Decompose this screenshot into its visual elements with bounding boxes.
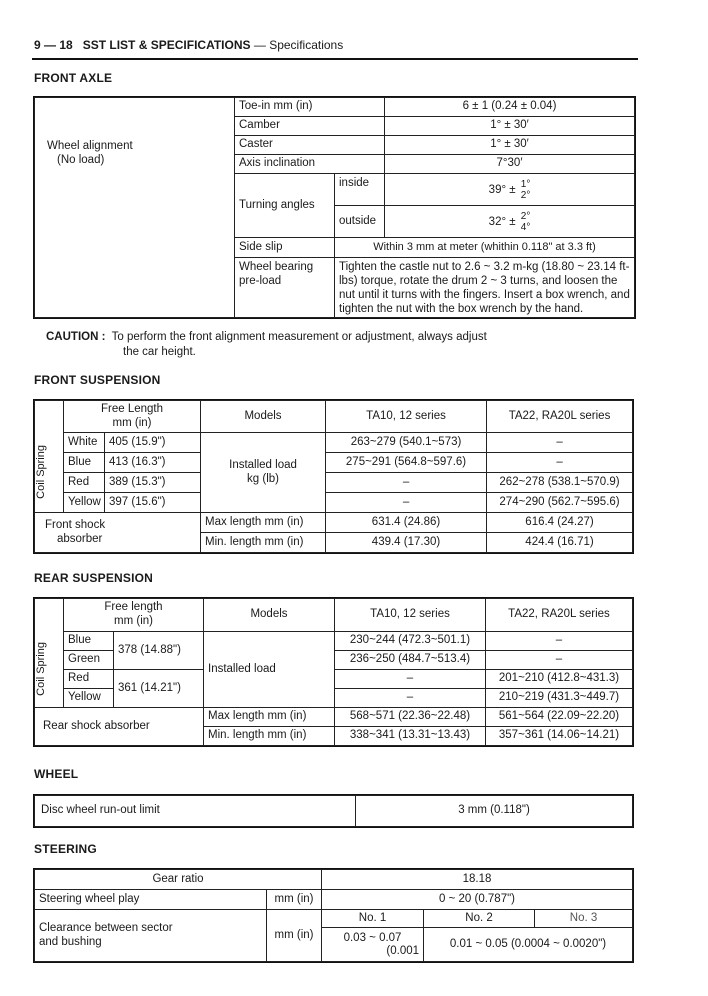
outside-value-cell bbox=[385, 206, 635, 238]
models-header: Models bbox=[204, 599, 335, 632]
toe-in-value: 6 ± 1 (0.24 ± 0.04) bbox=[385, 98, 635, 117]
spring-length: 413 (16.3") bbox=[105, 453, 201, 473]
page-number: 9 — 18 bbox=[34, 38, 73, 52]
max-length-b: 561~564 (22.09~22.20) bbox=[486, 708, 633, 727]
axis-inclination-value: 7°30′ bbox=[385, 155, 635, 174]
outside-value: 32° ± bbox=[488, 215, 516, 228]
page-title: SST LIST & SPECIFICATIONS bbox=[82, 38, 251, 52]
side-slip-label: Side slip bbox=[235, 238, 335, 258]
front-axle-heading: FRONT AXLE bbox=[34, 71, 113, 85]
rear-shock-label: Rear shock absorber bbox=[35, 708, 204, 746]
bearing-preload-label: Wheel bearing pre-load bbox=[235, 258, 335, 318]
free-length-header bbox=[64, 599, 204, 632]
steering-table bbox=[34, 869, 633, 962]
load-b: – bbox=[487, 433, 633, 453]
min-length-label: Min. length mm (in) bbox=[204, 727, 335, 746]
rear-suspension-table bbox=[34, 598, 633, 746]
wheel-alignment-cell bbox=[35, 98, 235, 318]
no1-value-2: (0.001 bbox=[386, 944, 420, 957]
model-a-header: TA10, 12 series bbox=[335, 599, 486, 632]
min-length-b: 357~361 (14.06~14.21) bbox=[486, 727, 633, 746]
wheel-play-label: Steering wheel play bbox=[35, 890, 267, 910]
load-a: – bbox=[335, 670, 486, 689]
load-a: – bbox=[335, 689, 486, 708]
free-length-unit: mm (in) bbox=[114, 615, 153, 627]
load-a: 236~250 (484.7~513.4) bbox=[335, 651, 486, 670]
load-b: – bbox=[487, 453, 633, 473]
free-length-label: Free length bbox=[104, 601, 163, 614]
model-a-header: TA10, 12 series bbox=[326, 401, 487, 433]
inside-value-cell bbox=[385, 174, 635, 206]
load-b: – bbox=[486, 632, 633, 651]
coil-spring-label: Coil Spring bbox=[35, 445, 47, 500]
min-length-a: 338~341 (13.31~13.43) bbox=[335, 727, 486, 746]
coil-spring-cell bbox=[35, 433, 64, 513]
front-shock-cell bbox=[35, 513, 201, 553]
spring-color: Yellow bbox=[64, 689, 114, 708]
load-a: 230~244 (472.3~501.1) bbox=[335, 632, 486, 651]
spring-length: 405 (15.9") bbox=[105, 433, 201, 453]
max-length-a: 568~571 (22.36~22.48) bbox=[335, 708, 486, 727]
spring-color: Yellow bbox=[64, 493, 105, 513]
load-b: 210~219 (431.3~449.7) bbox=[486, 689, 633, 708]
run-out-value: 3 mm (0.118") bbox=[356, 796, 633, 827]
spring-color: Blue bbox=[64, 632, 114, 651]
caster-label: Caster bbox=[235, 136, 385, 155]
bearing-preload-value: Tighten the castle nut to 2.6 ~ 3.2 m-kg (18.80 ~ 23.14 ft-lbs) torque, rotate the drum 2 ~ 3 turns, and loosen the nut until it turns with the fingers. Insert a box wrench, and tighten the nut with the box wrench by the hand. bbox=[335, 258, 635, 318]
caution-note bbox=[46, 330, 487, 360]
load-b: – bbox=[486, 651, 633, 670]
no-load-label: (No load) bbox=[57, 153, 105, 166]
wheel-play-unit: mm (in) bbox=[267, 890, 322, 910]
axis-inclination-label: Axis inclination bbox=[235, 155, 385, 174]
load-a: – bbox=[326, 473, 487, 493]
outside-minus: 4° bbox=[520, 221, 531, 233]
coil-spring-label: Coil Spring bbox=[35, 642, 47, 697]
max-length-b: 616.4 (24.27) bbox=[487, 513, 633, 533]
free-length-unit: mm (in) bbox=[112, 416, 152, 429]
header-rule bbox=[32, 58, 638, 60]
camber-value: 1° ± 30′ bbox=[385, 117, 635, 136]
load-a: – bbox=[326, 493, 487, 513]
load-b: 274~290 (562.7~595.6) bbox=[487, 493, 633, 513]
turning-angles-label: Turning angles bbox=[235, 174, 335, 238]
caution-line-2: the car height. bbox=[123, 346, 196, 358]
spring-color: Red bbox=[64, 473, 105, 493]
front-suspension-table bbox=[34, 400, 633, 553]
page-subtitle: — Specifications bbox=[253, 38, 344, 52]
spring-length-blue-green: 378 (14.88") bbox=[114, 632, 204, 670]
spring-length-red-yellow: 361 (14.21") bbox=[114, 670, 204, 708]
model-b-header: TA22, RA20L series bbox=[487, 401, 633, 433]
front-shock-label-1: Front shock bbox=[45, 518, 106, 531]
inside-tolerance bbox=[521, 179, 531, 201]
gear-ratio-label: Gear ratio bbox=[35, 870, 322, 890]
front-shock-label-2: absorber bbox=[57, 532, 103, 545]
spring-color: Green bbox=[64, 651, 114, 670]
max-length-label: Max length mm (in) bbox=[201, 513, 326, 533]
free-length-header bbox=[64, 401, 201, 433]
run-out-label: Disc wheel run-out limit bbox=[35, 796, 356, 827]
no2-header: No. 2 bbox=[424, 910, 535, 928]
outside-plus: 2° bbox=[520, 210, 531, 222]
steering-heading: STEERING bbox=[34, 842, 97, 856]
wheel-heading: WHEEL bbox=[34, 767, 79, 781]
load-b: 201~210 (412.8~431.3) bbox=[486, 670, 633, 689]
inside-plus: 1° bbox=[520, 178, 531, 190]
min-length-a: 439.4 (17.30) bbox=[326, 533, 487, 553]
min-length-b: 424.4 (16.71) bbox=[487, 533, 633, 553]
spring-color: Red bbox=[64, 670, 114, 689]
inside-value: 39° ± bbox=[488, 183, 516, 196]
wheel-table bbox=[34, 795, 633, 827]
wheel-play-value: 0 ~ 20 (0.787") bbox=[322, 890, 633, 910]
inside-minus: 2° bbox=[520, 189, 531, 201]
toe-in-label: Toe-in mm (in) bbox=[235, 98, 385, 117]
installed-load-cell bbox=[201, 433, 326, 513]
camber-label: Camber bbox=[235, 117, 385, 136]
max-length-a: 631.4 (24.86) bbox=[326, 513, 487, 533]
min-length-label: Min. length mm (in) bbox=[201, 533, 326, 553]
clearance-cell bbox=[35, 910, 267, 962]
wheel-alignment-label: Wheel alignment bbox=[47, 140, 133, 152]
no1-value-cell bbox=[322, 928, 424, 962]
installed-load-label: Installed load bbox=[204, 632, 335, 708]
spring-color: White bbox=[64, 433, 105, 453]
model-b-header: TA22, RA20L series bbox=[486, 599, 633, 632]
caution-key: CAUTION : bbox=[46, 331, 106, 343]
spring-length: 397 (15.6") bbox=[105, 493, 201, 513]
models-header: Models bbox=[201, 401, 326, 433]
no1-header: No. 1 bbox=[322, 910, 424, 928]
page-header bbox=[34, 38, 343, 52]
inside-label: inside bbox=[335, 174, 385, 206]
load-b: 262~278 (538.1~570.9) bbox=[487, 473, 633, 493]
free-length-label: Free Length bbox=[101, 402, 164, 415]
outside-label: outside bbox=[335, 206, 385, 238]
installed-load-unit: kg (lb) bbox=[247, 472, 279, 485]
caster-value: 1° ± 30′ bbox=[385, 136, 635, 155]
spring-length: 389 (15.3") bbox=[105, 473, 201, 493]
load-a: 275~291 (564.8~597.6) bbox=[326, 453, 487, 473]
side-slip-value: Within 3 mm at meter (whithin 0.118" at 3.3 ft) bbox=[335, 238, 635, 258]
load-a: 263~279 (540.1~573) bbox=[326, 433, 487, 453]
outside-tolerance bbox=[521, 211, 531, 233]
caution-line-1: To perform the front alignment measurement or adjustment, always adjust bbox=[111, 331, 487, 343]
max-length-label: Max length mm (in) bbox=[204, 708, 335, 727]
clearance-label-1: Clearance between sector bbox=[39, 921, 173, 934]
rear-suspension-heading: REAR SUSPENSION bbox=[34, 571, 154, 585]
coil-spring-cell bbox=[35, 632, 64, 708]
no3-header: No. 3 bbox=[535, 910, 633, 928]
installed-load-label: Installed load bbox=[229, 458, 297, 471]
no23-value: 0.01 ~ 0.05 (0.0004 ~ 0.0020") bbox=[424, 928, 633, 962]
spring-color: Blue bbox=[64, 453, 105, 473]
front-suspension-heading: FRONT SUSPENSION bbox=[34, 373, 161, 387]
gear-ratio-value: 18.18 bbox=[322, 870, 633, 890]
clearance-label-2: and bushing bbox=[39, 935, 102, 948]
no1-value-1: 0.03 ~ 0.07 bbox=[343, 931, 402, 944]
front-axle-table bbox=[34, 97, 635, 318]
clearance-unit: mm (in) bbox=[267, 910, 322, 962]
